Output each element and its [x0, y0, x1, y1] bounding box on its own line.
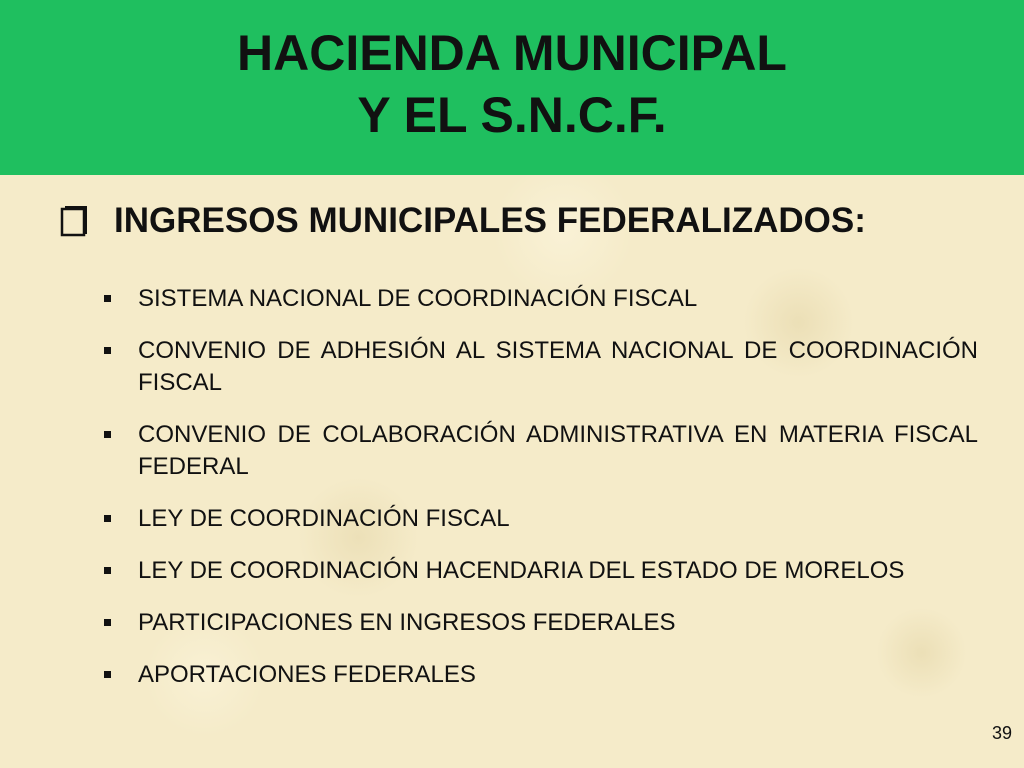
- list-item: [104, 555, 978, 587]
- square-bullet-icon: [104, 671, 111, 678]
- list-item: [104, 503, 978, 535]
- square-bullet-icon: [104, 515, 111, 522]
- list-item: [104, 607, 978, 639]
- slide-title-line-2: Y EL S.N.C.F.: [357, 87, 667, 143]
- section-header: [60, 198, 990, 244]
- square-bullet-icon: [104, 347, 111, 354]
- square-bullet-icon: [104, 567, 111, 574]
- list-item-text: LEY DE COORDINACIÓN FISCAL: [138, 505, 510, 532]
- list-item-text: PARTICIPACIONES EN INGRESOS FEDERALES: [138, 609, 676, 636]
- slide-title-line-1: HACIENDA MUNICIPAL: [237, 25, 787, 81]
- list-item-text: CONVENIO DE COLABORACIÓN ADMINISTRATIVA EN MATERIA FISCAL FEDERAL: [138, 421, 978, 480]
- square-bullet-icon: [104, 295, 111, 302]
- checkbox-square-icon: [60, 203, 90, 239]
- bullet-list: [104, 283, 978, 711]
- list-item-text: LEY DE COORDINACIÓN HACENDARIA DEL ESTADO DE MORELOS: [138, 557, 905, 584]
- title-banner: [0, 0, 1024, 175]
- list-item: [104, 283, 978, 315]
- square-bullet-icon: [104, 619, 111, 626]
- list-item-text: CONVENIO DE ADHESIÓN AL SISTEMA NACIONAL DE COORDINACIÓN FISCAL: [138, 337, 978, 396]
- list-item-text: SISTEMA NACIONAL DE COORDINACIÓN FISCAL: [138, 285, 698, 312]
- list-item: [104, 419, 978, 483]
- list-item: [104, 335, 978, 399]
- list-item: [104, 659, 978, 691]
- list-item-text: APORTACIONES FEDERALES: [138, 661, 476, 688]
- section-heading: INGRESOS MUNICIPALES FEDERALIZADOS:: [114, 201, 866, 240]
- square-bullet-icon: [104, 431, 111, 438]
- slide-title: [0, 22, 1024, 146]
- page-number: 39: [991, 723, 1012, 743]
